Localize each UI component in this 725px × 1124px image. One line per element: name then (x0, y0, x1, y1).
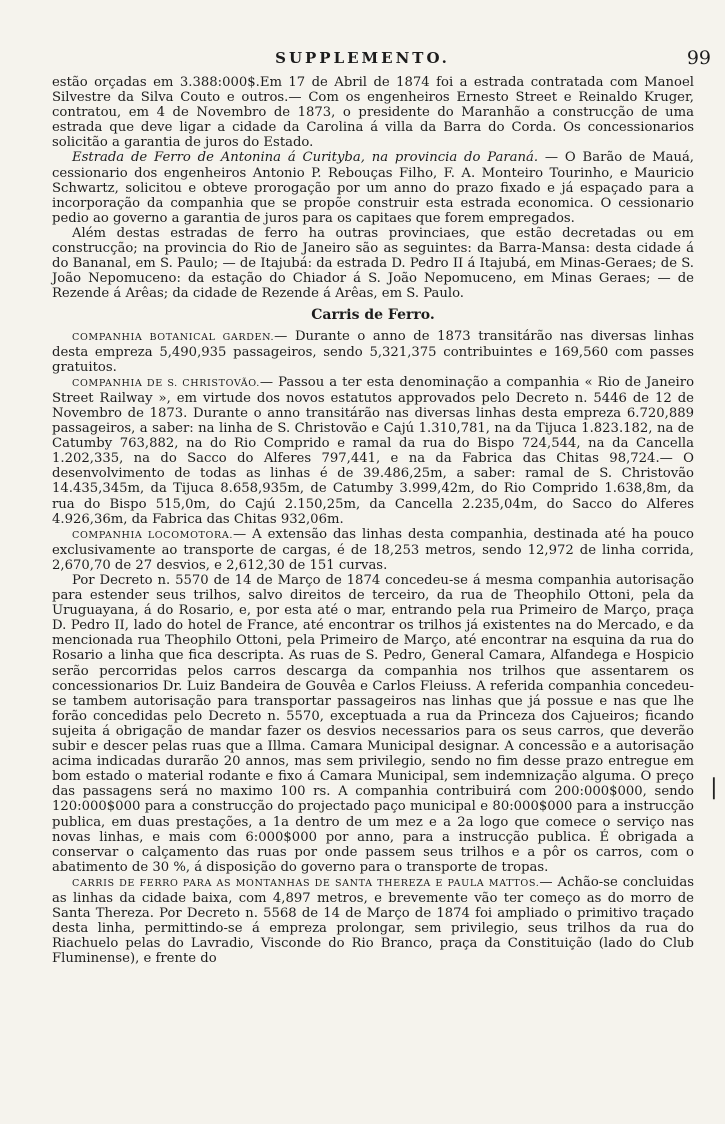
entry-botanical-garden (52, 329, 694, 375)
section-title: Carris de Ferro. (311, 307, 435, 324)
page-header (0, 46, 725, 70)
paragraph-lead: Estrada de Ferro de Antonina á Curityba, na provincia do Paraná. (72, 150, 539, 166)
paragraph-maranhao: estão orçadas em 3.388:000$.Em 17 de Abril de 1874 foi a estrada contratada com Manoel Silvestre da Silva Couto e outros.— Com os engenheiros Ernesto Street e Reinaldo Kruger, contratou, em 4 de Novembro de 1873, o presidente do Maranhão a construcção de uma estrada que deve ligar a cidade da Carolina á villa da Barra do Corda. Os concessionarios solicitão a garantia de juros do Estado. (52, 75, 694, 151)
entry-s-christovao (52, 375, 694, 527)
entry-locomotora (52, 527, 694, 573)
paragraph-body: — O Barão de Mauá, cessionario dos engenheiros Antonio P. Rebouças Filho, F. A. Monteiro Tourinho, e Mauricio Schwartz, solicitou e obteve prorogação por um anno do prazo fixado e já espaçado para a incorporação da companhia que se propõe construir esta estrada economica. O cessionario pedio ao governo a garantia de juros para os capitaes que forem empregados. (52, 150, 694, 226)
paragraph-antonina (52, 150, 694, 225)
entry-text: — Passou a ter esta denominação a companhia « Rio de Janeiro Street Railway », em virtude dos novos estatutos approvados pelo Decreto n. 5446 de 12 de Novembro de 1873. Durante o anno transitárão nas diversas linhas desta empreza 6.720,889 passageiros, a saber: na linha de S. Christovão e Cajú 1.310,781, na da Tijuca 1.823.182, na de Catumby 763,882, na do Rio Comprido e ramal da rua do Bispo 724,544, na da Cancella 1.202,335, na do Sacco do Alferes 797,441, e na da Fabrica das Chitas 98,724.— O desenvolvimento de todas as linhas é de 39.486,25m, a saber: ramal de S. Christovão 14.435,345m, da Tijuca 8.658,935m, de Catumby 3.999,42m, do Rio Comprido 1.638,8m, da rua do Bispo 515,0m, do Cajú 2.150,25m, da Cancella 2.235,04m, do Sacco do Alferes 4.926,36m, da Fabrica das Chitas 932,06m. (52, 374, 695, 527)
paragraph-provinciaes: Além destas estradas de ferro ha outras provinciaes, que estão decretadas ou em construcção; na provincia do Rio de Janeiro são as seguintes: da Barra-Mansa: desta cidade á do Bananal, em S. Paulo; — de Itajubá: da estrada D. Pedro II á Itajubá, em Minas-Geraes; de S. João Nepomuceno: da estação do Chiador á S. João Nepomuceno, em Minas Geraes; — de Rezende á Arêas; da cidade de Rezende á Arêas, em S. Paulo. (52, 225, 694, 302)
entry-text: — A extensão das linhas desta companhia, destinada até ha pouco exclusivamente ao transporte de cargas, é de 18,253 metros, sendo 12,972 de linha corrida, 2,670,70 de 27 desvios, e 2,612,30 de 151 curvas. (52, 526, 694, 573)
entry-text: — Durante o anno de 1873 transitárão nas diversas linhas desta empreza 5,490,935 passageiros, sendo 5,321,375 contribuintes e 169,560 com passes gratuitos. (52, 328, 694, 375)
entry-heading: COMPANHIA LOCOMOTORA. (72, 529, 234, 541)
entry-text: — Achão-se concluidas as linhas da cidade baixa, com 4,897 metros, e brevemente vão ter começo as do morro de Santa Thereza. Por Decreto n. 5568 de 14 de Março de 1874 foi ampliado o primitivo traçado desta linha, permittindo-se á empreza prolongar, sem privilegio, seus trilhos da rua do Riachuelo pelas do Lavradio, Visconde do Rio Branco, praça da Constituição (lado do Club Fluminense), e frente do (52, 874, 694, 967)
body-text (52, 75, 694, 966)
paragraph-decreto-5570: Por Decreto n. 5570 de 14 de Março de 1874 concedeu-se á mesma companhia autorisação para estender seus trilhos, salvo direitos de terceiro, da rua de Theophilo Ottoni, pela da Uruguayana, á do Rosario, e, por esta até o mar, entrando pela rua Primeiro de Março, praça D. Pedro II, lado do hotel de France, até encontrar os trilhos já existentes na do Mercado, e da mencionada rua Theophilo Ottoni, pela Primeiro de Março, até encontrar na esquina da rua do Rosario a linha que fica descripta. As ruas de S. Pedro, General Camara, Alfandega e Hospicio serão percorridas pelos carros descarga da companhia nos trilhos que assentarem os concessionarios Dr. Luiz Bandeira de Gouvêa e Carlos Fleiuss. A referida companhia concedeu-se tambem autorisação para transportar passageiros nas linhas que já possue e nas que lhe forão concedidas pelo Decreto n. 5570, exceptuada a rua da Princeza dos Cajueiros; ficando sujeita á obrigação de mandar fazer os desvios necessarios para os seus carros, que deverão subir e descer pelas ruas que a Illma. Camara Municipal designar. A concessão e a autorisação acima indicadas durarão 20 annos, mas sem privilegio, sendo no fim desse prazo entregue em bom estado o material rodante e fixo á Camara Municipal, sem indemnização alguma. O preço das passagens será no maximo 100 rs. A companhia contribuirá com 200:000$000, sendo 120:000$000 para a construcção do projectado paço municipal e 80:000$000 para a instrucção publica, em duas prestações, a 1a dentro de um mez e a 2a logo que comece o serviço nas novas linhas, e mais com 6:000$000 por anno, para a instrucção publica. É obrigada a conservar o calçamento das ruas por onde passem seus trilhos e a pôr os carros, com o abatimento de 30 %, á disposição do governo para o transporte de tropas. (52, 573, 694, 875)
entry-santa-thereza (52, 875, 694, 967)
margin-bracket-mark: ❘ (704, 775, 723, 800)
entry-heading: COMPANHIA BOTANICAL GARDEN. (72, 331, 275, 343)
page-number: 99 (686, 47, 711, 69)
entry-heading: COMPANHIA DE S. CHRISTOVÃO. (72, 377, 260, 389)
entry-heading: CARRIS DE FERRO PARA AS MONTANHAS DE SANTA THEREZA E PAULA MATTOS. (72, 877, 540, 889)
running-title: SUPPLEMENTO. (275, 49, 450, 67)
